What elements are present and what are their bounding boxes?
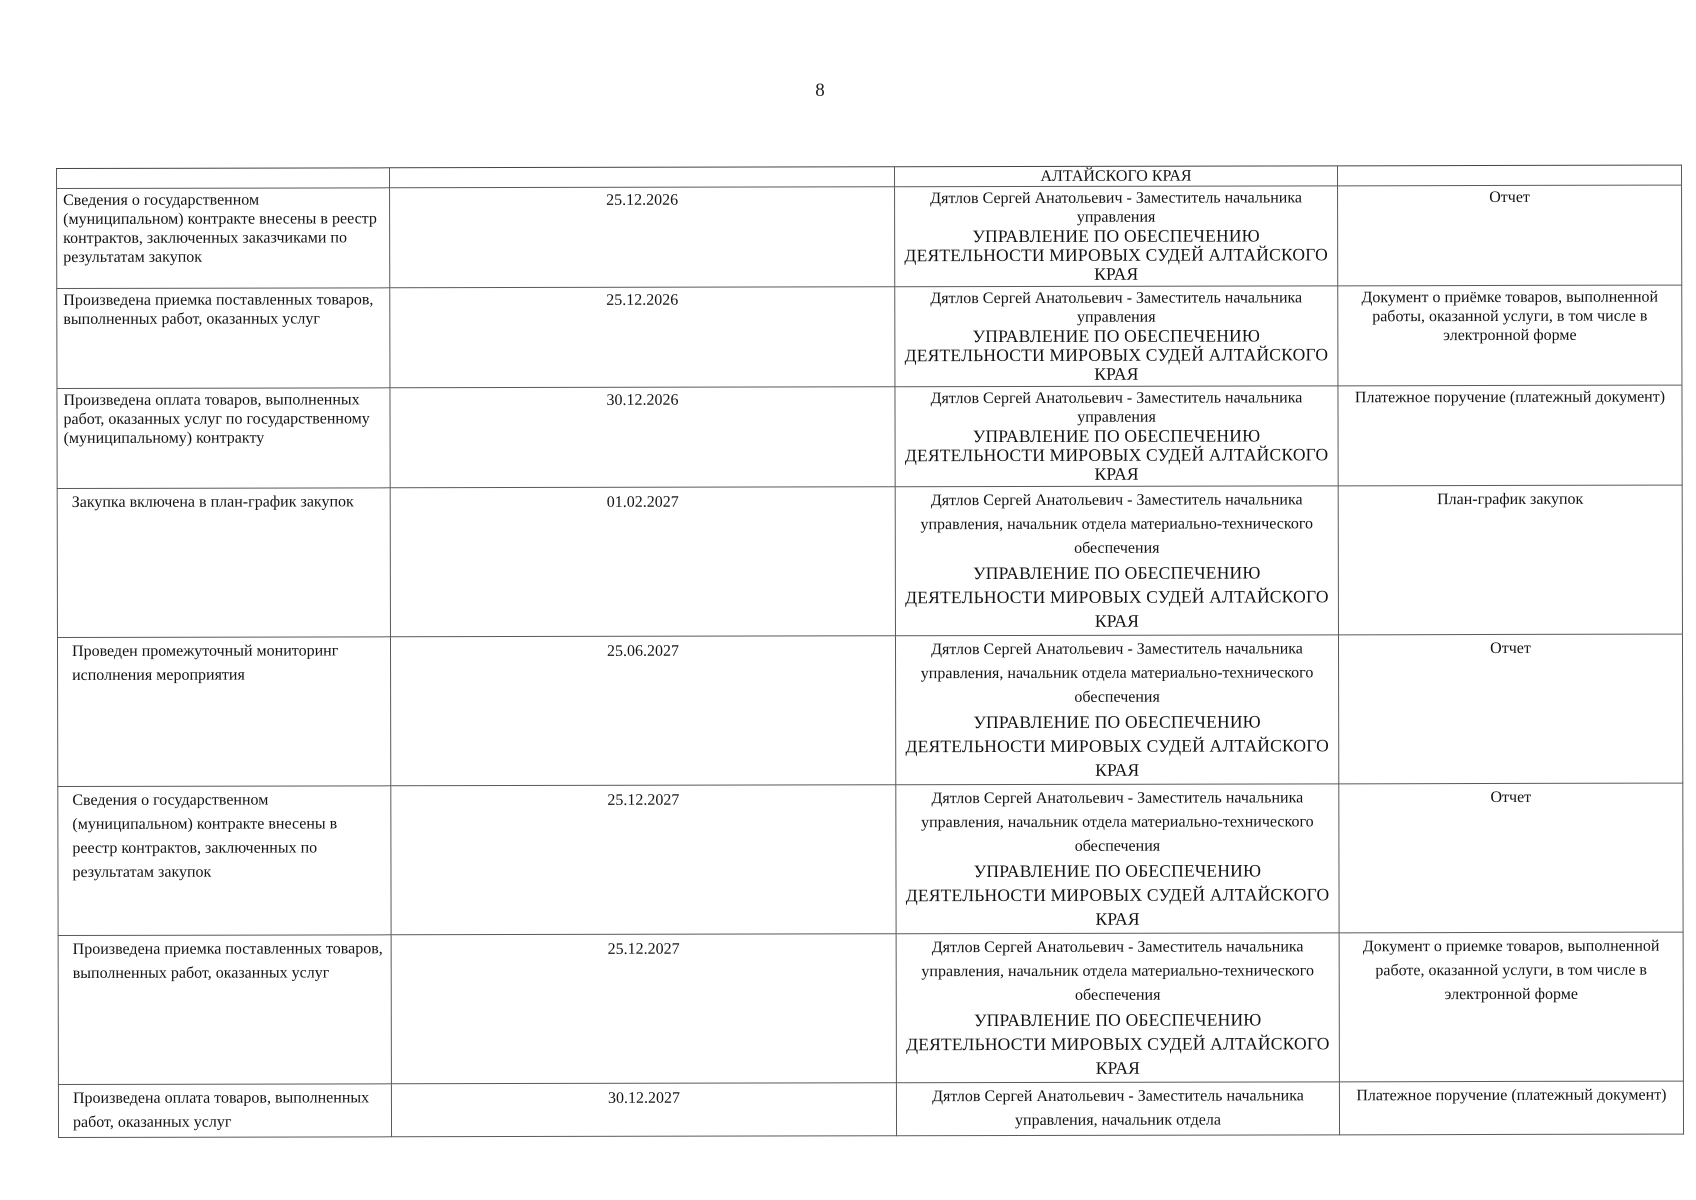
responsible-dept: УПРАВЛЕНИЕ ПО ОБЕСПЕЧЕНИЮ ДЕЯТЕЛЬНОСТИ МИРОВЫХ СУДЕЙ АЛТАЙСКОГО КРАЯ xyxy=(905,860,1330,929)
document-cell: Платежное поручение (платежный документ) xyxy=(1339,1081,1683,1135)
schedule-table xyxy=(56,165,1684,1138)
date-cell: 25.12.2027 xyxy=(391,785,896,935)
table-row xyxy=(58,783,1683,935)
responsible-cell xyxy=(895,486,1338,636)
responsible-cell xyxy=(895,186,1338,287)
table-row xyxy=(58,1081,1683,1137)
responsible-person: Дятлов Сергей Анатольевич - Заместитель начальника управления, начальник отдела материально-технического обеспечения xyxy=(920,491,1314,557)
responsible-dept: УПРАВЛЕНИЕ ПО ОБЕСПЕЧЕНИЮ ДЕЯТЕЛЬНОСТИ МИРОВЫХ СУДЕЙ АЛТАЙСКОГО КРАЯ xyxy=(905,562,1329,631)
responsible-cell xyxy=(895,635,1338,785)
date-cell: 25.12.2027 xyxy=(391,934,896,1084)
responsible-cell xyxy=(895,386,1338,487)
date-cell xyxy=(390,167,895,188)
table-row xyxy=(57,634,1682,786)
responsible-person: Дятлов Сергей Анатольевич - Заместитель начальника управления, начальник отдела материально-технического обеспечения xyxy=(921,938,1314,1004)
date-cell: 25.12.2026 xyxy=(390,187,895,288)
document-cell: План-график закупок xyxy=(1338,485,1682,635)
document-cell: Документ о приёмке товаров, выполненной работы, оказанной услуги, в том числе в электронной форме xyxy=(1338,285,1682,386)
date-cell: 25.06.2027 xyxy=(390,636,895,786)
responsible-person: Дятлов Сергей Анатольевич - Заместитель начальника управления xyxy=(930,189,1302,226)
responsible-dept: УПРАВЛЕНИЕ ПО ОБЕСПЕЧЕНИЮ ДЕЯТЕЛЬНОСТИ МИРОВЫХ СУДЕЙ АЛТАЙСКОГО КРАЯ xyxy=(906,1009,1330,1078)
document-cell: Отчет xyxy=(1339,783,1683,933)
responsible-cell xyxy=(895,286,1338,387)
document-cell: Документ о приемке товаров, выполненной работе, оказанной услуги, в том числе в электронной форме xyxy=(1339,932,1683,1082)
table-row xyxy=(57,285,1682,388)
document-cell: Отчет xyxy=(1338,634,1682,784)
table-row xyxy=(57,185,1682,288)
responsible-cell xyxy=(896,1082,1339,1136)
table-row xyxy=(58,932,1683,1084)
table-row xyxy=(57,485,1682,637)
event-cell: Проведен промежуточный мониторинг исполнения мероприятия xyxy=(57,637,390,787)
event-cell: Произведена оплата товаров, выполненных работ, оказанных услуг по государственному (муниципальному) контракту xyxy=(57,388,390,489)
date-cell: 25.12.2026 xyxy=(390,287,895,388)
responsible-person: Дятлов Сергей Анатольевич - Заместитель начальника управления xyxy=(930,389,1303,426)
page-number: 8 xyxy=(815,80,825,101)
responsible-dept: УПРАВЛЕНИЕ ПО ОБЕСПЕЧЕНИЮ ДЕЯТЕЛЬНОСТИ МИРОВЫХ СУДЕЙ АЛТАЙСКОГО КРАЯ xyxy=(904,225,1328,284)
event-cell: Произведена приемка поставленных товаров, выполненных работ, оказанных услуг xyxy=(58,935,391,1085)
responsible-dept: АЛТАЙСКОГО КРАЯ xyxy=(1040,167,1192,185)
responsible-cell xyxy=(896,784,1339,934)
responsible-person: Дятлов Сергей Анатольевич - Заместитель начальника управления, начальник отдела материально-технического обеспечения xyxy=(920,640,1314,706)
responsible-dept: УПРАВЛЕНИЕ ПО ОБЕСПЕЧЕНИЮ ДЕЯТЕЛЬНОСТИ МИРОВЫХ СУДЕЙ АЛТАЙСКОГО КРАЯ xyxy=(904,425,1329,484)
responsible-cell xyxy=(894,166,1337,187)
responsible-person: Дятлов Сергей Анатольевич - Заместитель начальника управления, начальник отдела материально-технического обеспечения xyxy=(921,789,1314,855)
date-cell: 01.02.2027 xyxy=(390,487,895,637)
responsible-dept: УПРАВЛЕНИЕ ПО ОБЕСПЕЧЕНИЮ ДЕЯТЕЛЬНОСТИ МИРОВЫХ СУДЕЙ АЛТАЙСКОГО КРАЯ xyxy=(904,325,1329,384)
event-cell: Закупка включена в план-график закупок xyxy=(57,488,390,638)
date-cell: 30.12.2027 xyxy=(391,1083,896,1137)
responsible-cell xyxy=(896,933,1339,1083)
event-cell: Сведения о государственном (муниципальном) контракте внесены в реестр контрактов, заключенных заказчиками по результатам закупок xyxy=(57,188,390,289)
responsible-person: Дятлов Сергей Анатольевич - Заместитель начальника управления, начальник отдела xyxy=(932,1087,1304,1129)
table-row xyxy=(57,385,1682,488)
event-cell: Сведения о государственном (муниципальном) контракте внесены в реестр контрактов, заключенных по результатам закупок xyxy=(58,786,391,936)
date-cell: 30.12.2026 xyxy=(390,387,895,488)
event-cell: Произведена приемка поставленных товаров, выполненных работ, оказанных услуг xyxy=(57,288,390,389)
responsible-person: Дятлов Сергей Анатольевич - Заместитель начальника управления xyxy=(930,289,1303,326)
document-cell: Платежное поручение (платежный документ) xyxy=(1338,385,1682,486)
document-cell xyxy=(1337,165,1681,186)
event-cell xyxy=(57,168,390,189)
responsible-dept: УПРАВЛЕНИЕ ПО ОБЕСПЕЧЕНИЮ ДЕЯТЕЛЬНОСТИ МИРОВЫХ СУДЕЙ АЛТАЙСКОГО КРАЯ xyxy=(905,711,1329,780)
event-cell: Произведена оплата товаров, выполненных работ, оказанных услуг xyxy=(58,1084,391,1138)
document-cell: Отчет xyxy=(1338,185,1682,286)
